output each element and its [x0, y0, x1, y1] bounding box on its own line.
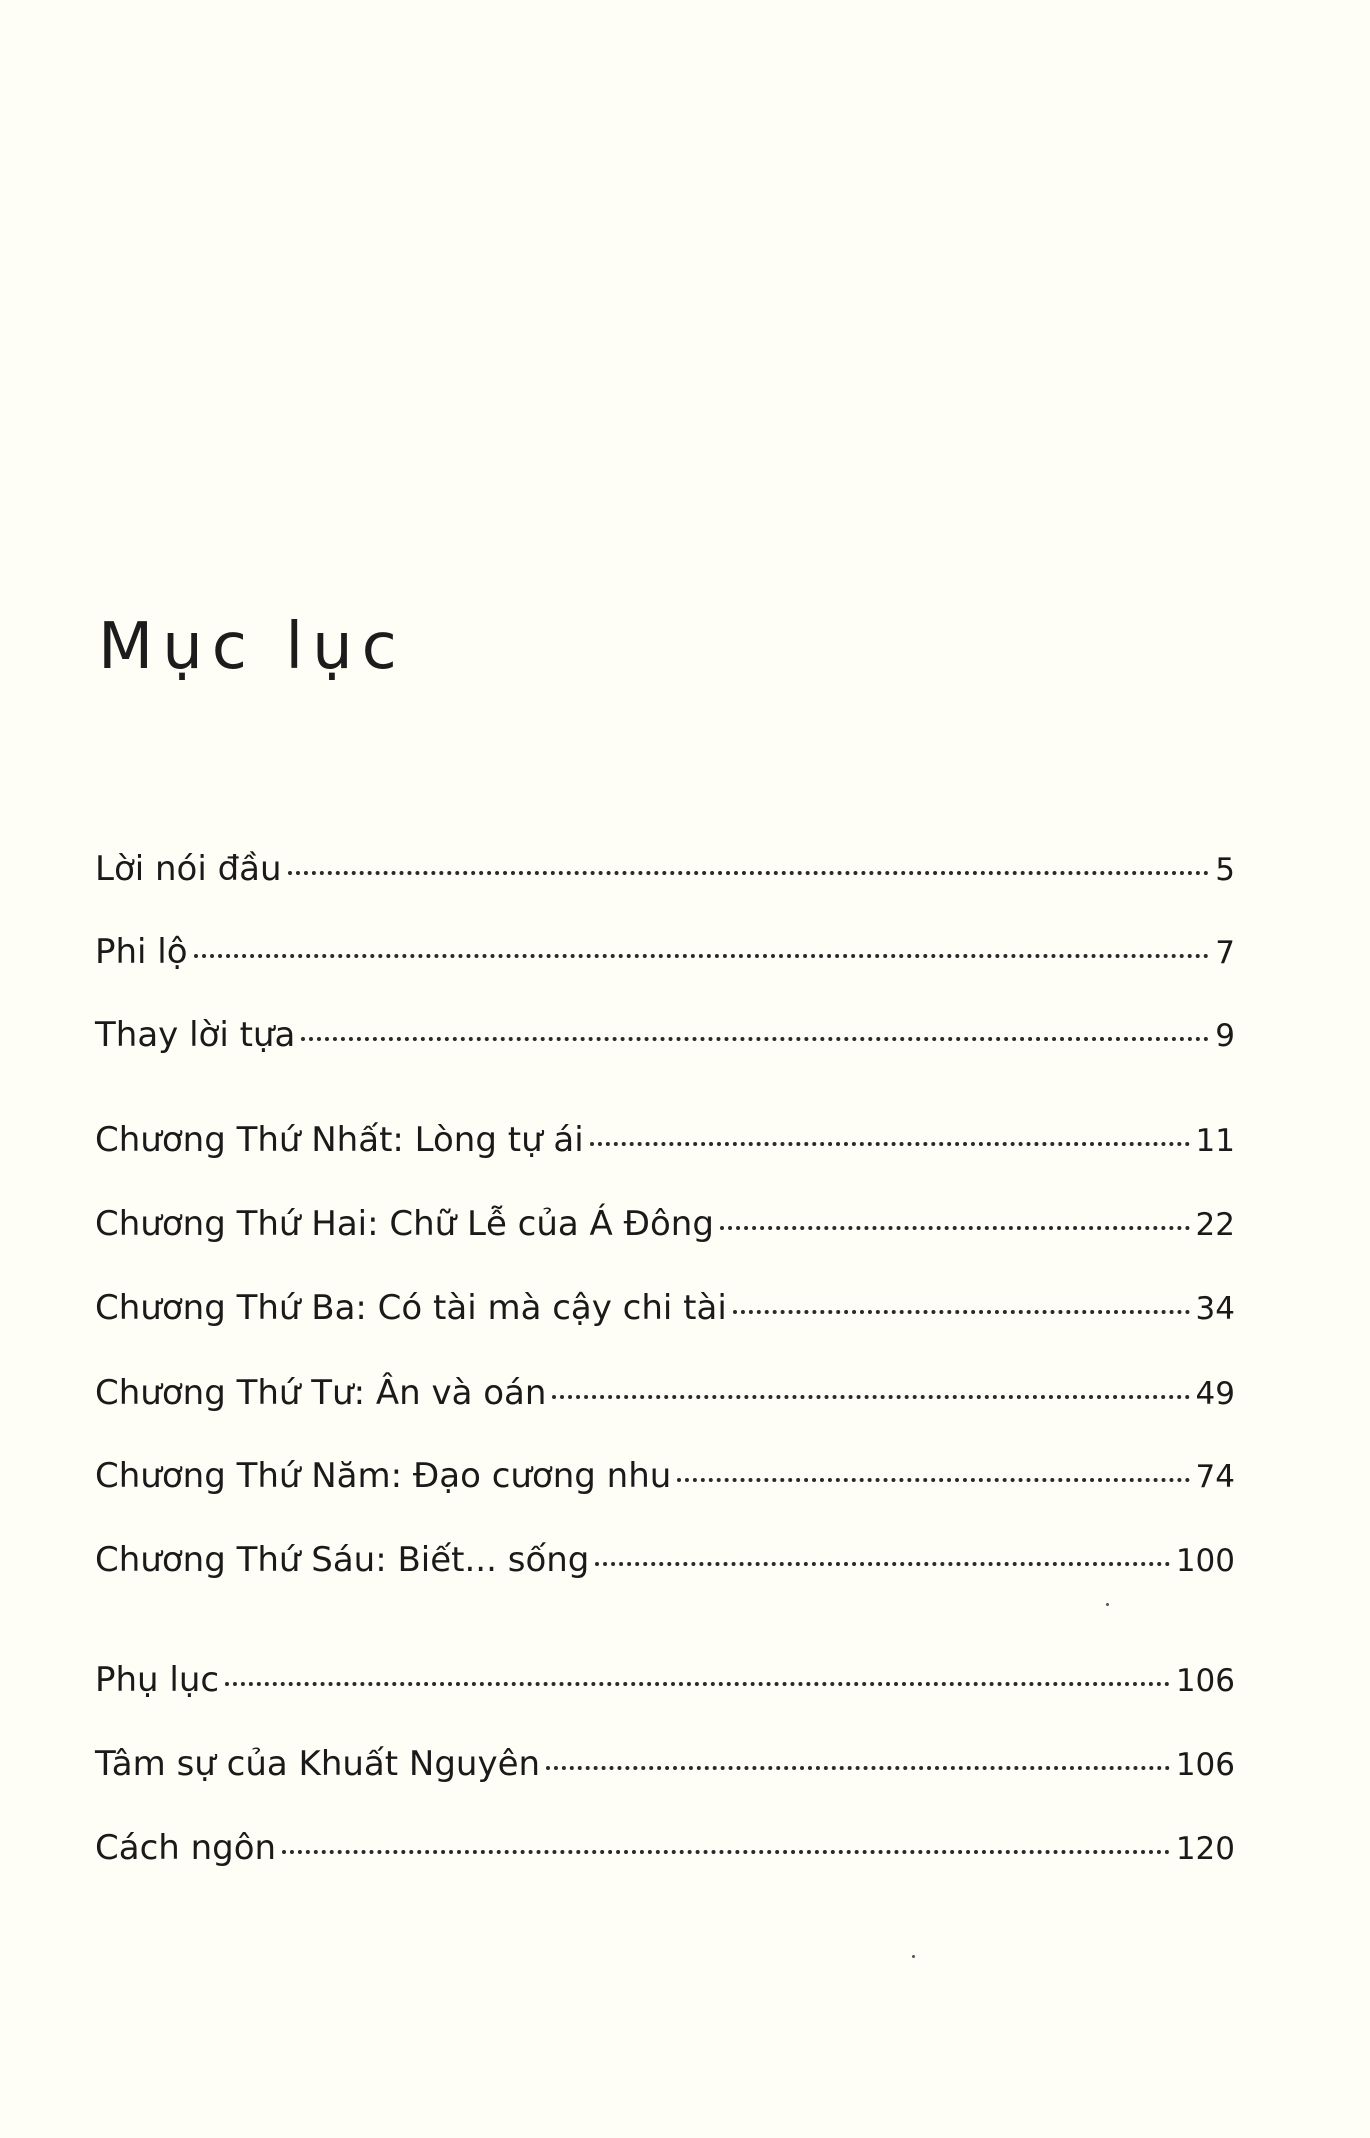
dot-leader [301, 1037, 1209, 1041]
toc-entry-title: Chương Thứ Hai: Chữ Lễ của Á Đông [95, 1204, 714, 1244]
toc-entry-page: 34 [1195, 1291, 1235, 1327]
dot-leader [552, 1395, 1189, 1399]
dot-leader [590, 1142, 1190, 1146]
toc-entry-chuong-3 [95, 1288, 1235, 1328]
toc-entry-tam-su [95, 1744, 1235, 1784]
dot-leader [720, 1226, 1190, 1230]
toc-entry-thay-loi-tua [95, 1015, 1235, 1055]
dot-leader [194, 954, 1210, 958]
toc-entry-page: 49 [1195, 1376, 1235, 1412]
toc-entry-title: Tâm sự của Khuất Nguyên [95, 1744, 541, 1784]
toc-entry-chuong-1 [95, 1120, 1235, 1160]
scan-speck [912, 1955, 915, 1958]
toc-entry-cach-ngon [95, 1828, 1235, 1868]
toc-entry-chuong-4 [95, 1373, 1235, 1413]
page-title: Mục lục [98, 610, 406, 684]
toc-entry-title: Chương Thứ Nhất: Lòng tự ái [95, 1120, 584, 1160]
toc-entry-loi-noi-dau [95, 849, 1235, 889]
toc-entry-chuong-2 [95, 1204, 1235, 1244]
toc-entry-title: Cách ngôn [95, 1828, 277, 1868]
toc-entry-page: 120 [1175, 1831, 1235, 1867]
toc-entry-page: 106 [1175, 1747, 1235, 1783]
toc-entry-page: 11 [1195, 1123, 1235, 1159]
toc-entry-title: Phi lộ [95, 932, 188, 972]
toc-entry-chuong-6 [95, 1540, 1235, 1580]
toc-entry-page: 74 [1195, 1459, 1235, 1495]
dot-leader [595, 1562, 1169, 1566]
toc-entry-title: Chương Thứ Tư: Ân và oán [95, 1373, 547, 1413]
toc-entry-title: Thay lời tựa [95, 1015, 296, 1055]
dot-leader [733, 1310, 1190, 1314]
toc-entry-title: Chương Thứ Năm: Đạo cương nhu [95, 1456, 672, 1496]
toc-entry-title: Lời nói đầu [95, 849, 282, 889]
toc-entry-page: 7 [1215, 935, 1235, 971]
toc-entry-page: 9 [1215, 1018, 1235, 1054]
dot-leader [282, 1850, 1170, 1854]
toc-entry-page: 22 [1195, 1207, 1235, 1243]
dot-leader [288, 871, 1210, 875]
toc-entry-title: Phụ lục [95, 1660, 220, 1700]
toc-entry-title: Chương Thứ Sáu: Biết... sống [95, 1540, 590, 1580]
toc-entry-phi-lo [95, 932, 1235, 972]
toc-entry-chuong-5 [95, 1456, 1235, 1496]
dot-leader [677, 1478, 1189, 1482]
dot-leader [546, 1766, 1170, 1770]
toc-entry-page: 106 [1175, 1663, 1235, 1699]
toc-entry-page: 5 [1215, 852, 1235, 888]
toc-entry-page: 100 [1175, 1543, 1235, 1579]
scan-speck [1106, 1603, 1109, 1606]
toc-entry-title: Chương Thứ Ba: Có tài mà cậy chi tài [95, 1288, 727, 1328]
toc-entry-phu-luc [95, 1660, 1235, 1700]
dot-leader [225, 1682, 1170, 1686]
